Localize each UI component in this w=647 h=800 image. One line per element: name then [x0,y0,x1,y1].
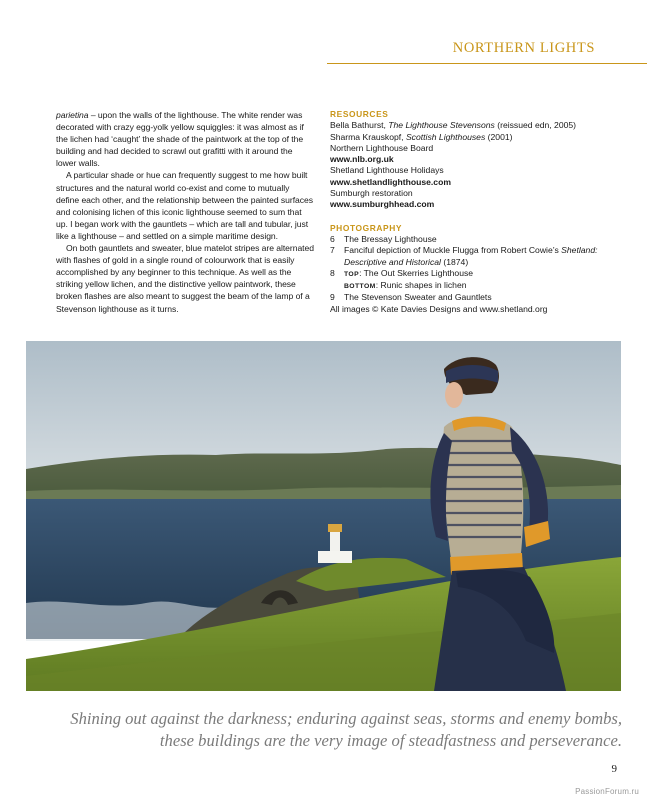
position-tag-bottom: BOTTOM [344,283,376,291]
credit-text: The Bressay Lighthouse [344,233,437,244]
list-item [330,245,620,268]
resource-author: Sharma Krauskopf, [330,131,406,142]
credit-text-b: (1874) [440,256,469,267]
sidebar-column [330,109,620,315]
header-rule [327,63,647,64]
lichen-species-name: parietina [56,110,89,120]
position-tag-top: TOP [344,270,360,278]
section-gap [330,211,620,223]
credit-text: The Stevenson Sweater and Gauntlets [344,292,492,303]
resource-slh-name: Shetland Lighthouse Holidays [330,165,444,176]
page-ref: 6 [330,233,335,244]
resource-nlb-name: Northern Lighthouse Board [330,142,434,153]
resource-sumburgh-name: Sumburgh restoration [330,188,413,199]
resources-heading: RESOURCES [330,109,389,119]
body-paragraph-3: On both gauntlets and sweater, blue matelot stripes are alternated with flashes of gold in a single round of colourwork that is easily accomplished by any beginner to this technique. As well as the striking yellow lichen, and the distinctive yellow paintwork, these broken flashes are also meant to suggest the beam of the lamp of a Stevenson lighthouse as it turns. [56,243,314,314]
body-paragraph-1 [56,109,314,169]
resource-nlb-link[interactable]: www.nlb.org.uk [330,154,394,165]
resource-krauskopf [330,132,620,143]
list-item [330,234,620,245]
resource-title: The Lighthouse Stevensons [388,120,495,131]
page-ref: 7 [330,245,335,256]
site-watermark: PassionForum.ru [575,787,639,796]
list-item [330,268,620,293]
credit-text [344,245,620,268]
resource-author: Bella Bathurst, [330,120,389,131]
credit-book-title: Shetland: Descriptive and Historical [344,245,598,267]
resource-sumburgh-link[interactable]: www.sumburghhead.com [330,199,435,210]
lighthouse-photo [26,341,621,691]
lighthouse-cottage [318,551,352,563]
page-ref: 8 [330,267,335,278]
photo-illustration [26,341,621,691]
resource-note: (2001) [485,131,513,142]
credit-text-a: : The Out Skerries Lighthouse [359,267,474,278]
image-copyright: All images © Kate Davies Designs and www.shetland.org [330,303,548,314]
lighthouse-lantern [328,524,342,532]
page-number: 9 [611,763,617,775]
running-title: NORTHERN LIGHTS [452,40,595,56]
photography-heading: PHOTOGRAPHY [330,222,403,233]
resource-bathurst [330,120,620,131]
credit-text [344,268,620,293]
list-item [330,292,620,303]
woman-face [445,382,463,408]
resource-slh-link[interactable]: www.shetlandlighthouse.com [330,176,451,187]
pull-quote-caption: Shining out against the darkness; enduring against seas, storms and enemy bombs, these buildings are the very image of steadfastness and perseverance. [70,709,622,750]
body-text-column [56,109,314,315]
page-ref: 9 [330,292,335,303]
credit-text-a: Fanciful depiction of Muckle Flugga from Robert Cowie’s [344,245,562,256]
credit-text-b: : Runic shapes in lichen [375,280,467,291]
photo-credits-list [330,234,620,304]
resource-note: (reissued edn, 2005) [494,120,577,131]
body-paragraph-2: A particular shade or hue can frequently suggest to me how built structures and the natural world co-exist and come to mutually define each other, and the relationship between the painted surfaces and colonising lichen of this iconic lighthouse seemed to sum that up. I began work with the gauntlets – which are tall and tubular, just like a lighthouse – and settled on a simple maritime design. [56,170,313,241]
resource-title: Scottish Lighthouses [405,131,486,142]
body-paragraph-1-text: – upon the walls of the lighthouse. The white render was decorated with crazy egg-yolk yellow squiggles: it was almost as if the lichen had ‘caught’ the shade of the paintwork at the top of the building and had decided to scrawl out grafitti with it around the lower walls. [56,110,304,169]
